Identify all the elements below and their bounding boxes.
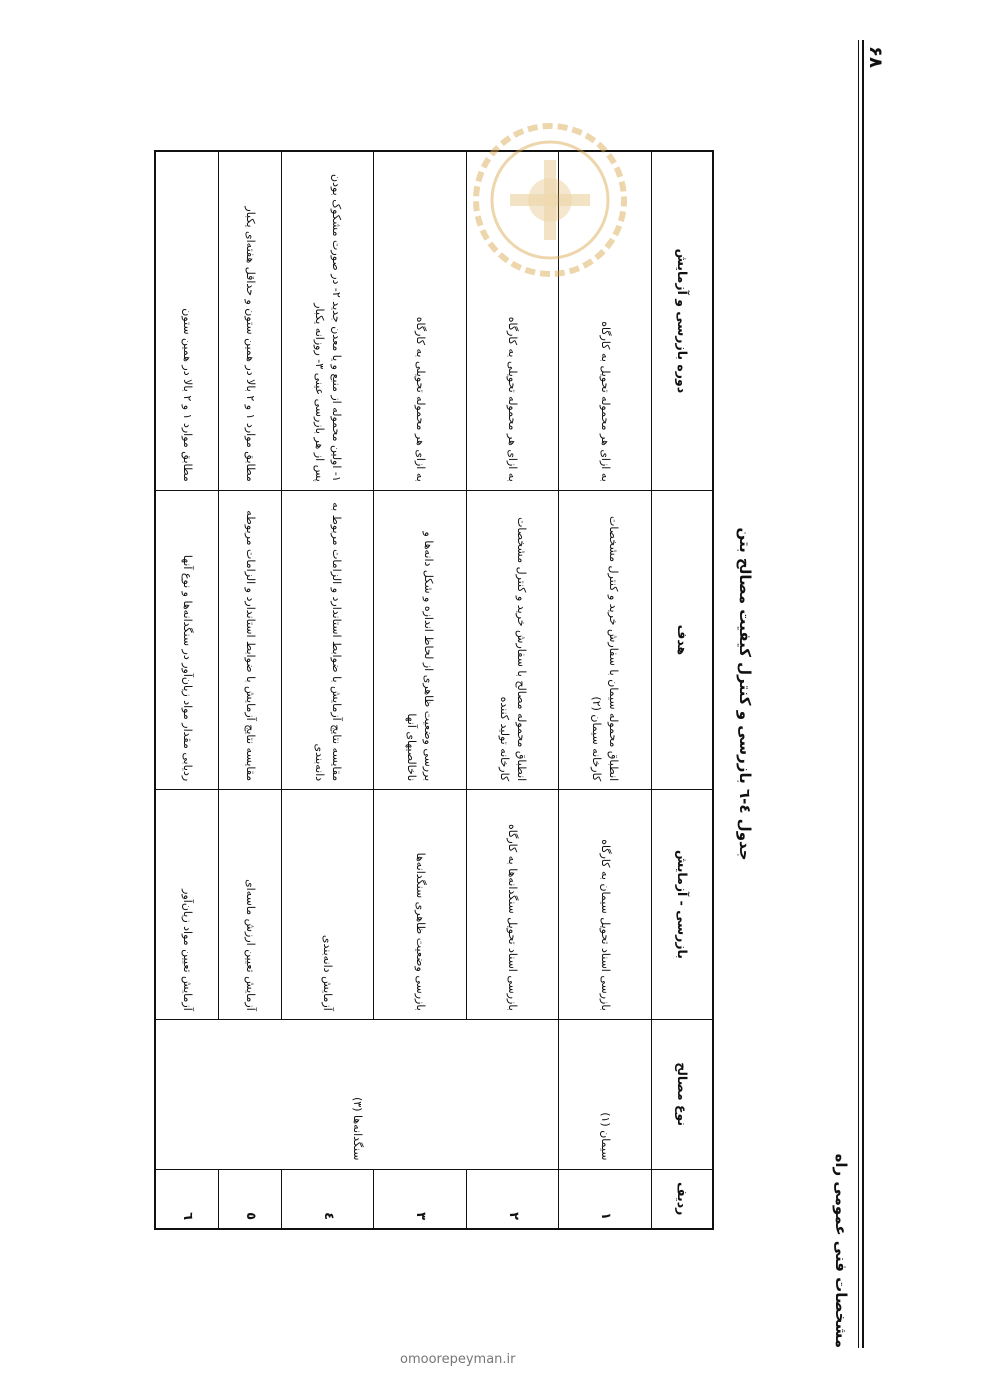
- watermark-logo: [470, 120, 630, 280]
- row-number: ٦: [155, 1169, 219, 1229]
- inspection-cell: بازرسی وضعیت ظاهری سنگدانه‌ها: [374, 790, 467, 1020]
- material-cell: سیمان (۱): [559, 1019, 652, 1169]
- header-goal: هدف: [652, 490, 714, 789]
- inspection-cell: آزمایش تعیین مواد زیان‌آور: [155, 790, 219, 1020]
- inspection-cell: بازرسی اسناد تحویل سیمان به کارگاه: [559, 790, 652, 1020]
- row-number: ٥: [219, 1169, 282, 1229]
- running-head-title: مشخصات فنی عمومی راه: [832, 1153, 850, 1348]
- period-cell: مطابق موارد ۱ و ۲ بالا در همین ستون: [155, 151, 219, 490]
- period-cell: به ازای هر محموله تحویلی به کارگاه: [466, 151, 559, 490]
- table-row: [466, 151, 559, 1229]
- row-number: ٤: [281, 1169, 374, 1229]
- header-row-number: ردیف: [652, 1169, 714, 1229]
- page-number: ۶۸: [865, 46, 886, 68]
- header-inspection: بازرسی - آزمایش: [652, 790, 714, 1020]
- goal-cell: ردیابی مقدار مواد زیان‌آور در سنگدانه‌ها و نوع آنها: [155, 490, 219, 789]
- period-cell: به ازای هر محموله تحویل به کارگاه: [559, 151, 652, 490]
- table-header-row: [652, 151, 714, 1229]
- inspection-table: [154, 150, 714, 1230]
- header-period: دوره بازرسی و آزمایش: [652, 151, 714, 490]
- goal-cell: انطباق محموله مصالح با سفارش خرید و کنترل مشخصات کارخانه تولید کننده: [466, 490, 559, 789]
- header-rule: [858, 40, 864, 1348]
- goal-cell: مقایسه نتایج آزمایش با ضوابط استاندارد و الزامات مربوط به دانه‌بندی: [281, 490, 374, 789]
- row-number: ۱: [559, 1169, 652, 1229]
- table-caption: جدول ٤-٦ بازرسی و کنترل کیفیت مصالح بتن: [736, 527, 754, 861]
- goal-cell: انطباق محموله سیمان با سفارش خرید و کنترل مشخصات کارخانه سیمان (۲): [559, 490, 652, 789]
- row-number: ۲: [466, 1169, 559, 1229]
- inspection-cell: آزمایش تعیین ارزش ماسه‌ای: [219, 790, 282, 1020]
- period-cell: مطابق موارد ۱ و ۲ بالا در همین ستون و حداقل هفته‌ای یکبار: [219, 151, 282, 490]
- table-row: [559, 151, 652, 1229]
- header-material: نوع مصالح: [652, 1019, 714, 1169]
- period-cell: به ازای هر محموله تحویلی به کارگاه: [374, 151, 467, 490]
- row-number: ۳: [374, 1169, 467, 1229]
- watermark-url: omoorepeyman.ir: [400, 1352, 516, 1367]
- period-cell: ۱- اولین محموله از منبع و یا معدن جدید ۲- در صورت مشکوک بودن پس از هر بازرسی عینی ۳- روزانه یکبار: [281, 151, 374, 490]
- material-cell: سنگدانه‌ها (۳): [155, 1019, 559, 1169]
- goal-cell: مقایسه نتایج آزمایش با ضوابط استاندارد و الزامات مربوطه: [219, 490, 282, 789]
- inspection-cell: آزمایش دانه‌بندی: [281, 790, 374, 1020]
- inspection-cell: بازرسی اسناد تحویل سنگدانه‌ها به کارگاه: [466, 790, 559, 1020]
- goal-cell: بررسی وضعیت ظاهری از لحاظ اندازه و شکل دانه‌ها و ناخالصیهای آنها: [374, 490, 467, 789]
